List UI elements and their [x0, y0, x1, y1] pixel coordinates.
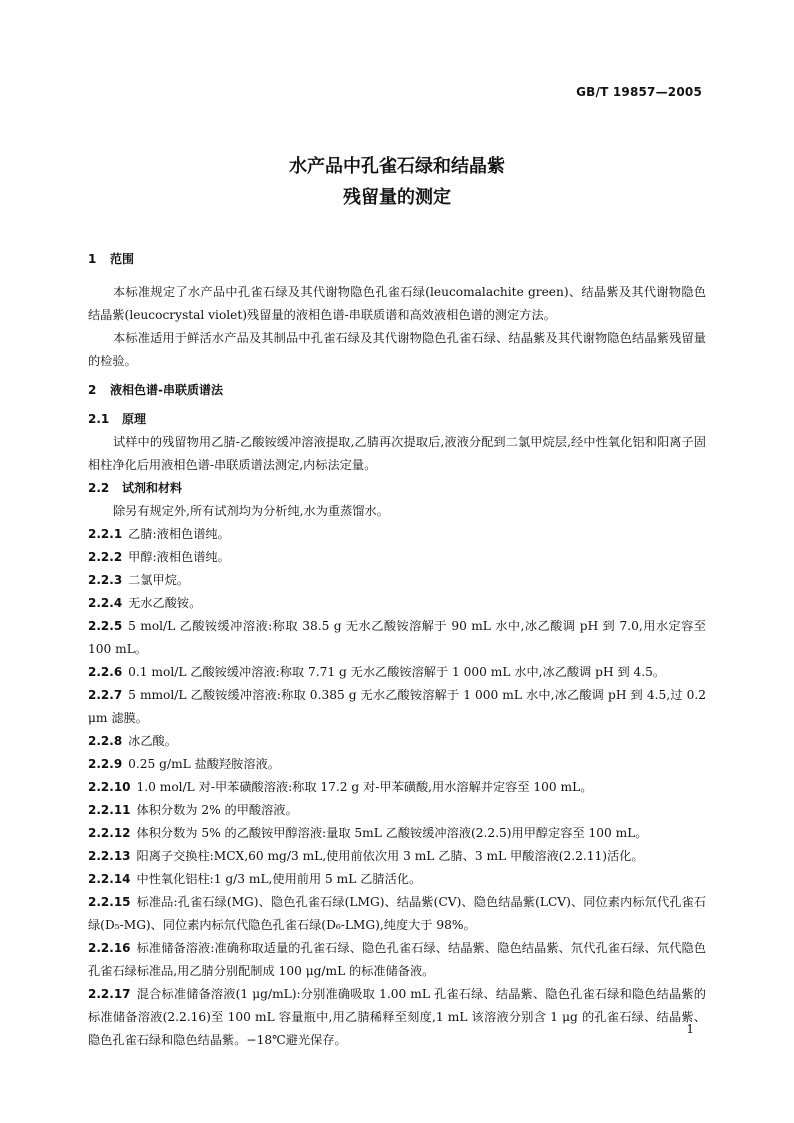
section-2-1-heading — [88, 408, 706, 431]
item-text: 5 mmol/L 乙酸铵缓冲溶液:称取 0.385 g 无水乙酸铵溶解于 1 000 mL 水中,冰乙酸调 pH 到 4.5,过 0.2 μm 滤膜。 — [88, 688, 706, 725]
section-2-heading — [88, 379, 706, 402]
standard-code: GB/T 19857—2005 — [576, 85, 702, 99]
section-title: 范围 — [110, 252, 135, 266]
reagent-item — [88, 569, 706, 592]
section-number: 2.1 — [88, 412, 110, 426]
section-title: 原理 — [122, 412, 147, 426]
item-text: 5 mol/L 乙酸铵缓冲溶液:称取 38.5 g 无水乙酸铵溶解于 90 mL 水中,冰乙酸调 pH 到 7.0,用水定容至 100 mL。 — [88, 619, 706, 656]
document-body — [88, 248, 706, 1052]
reagent-item — [88, 546, 706, 569]
item-text: 无水乙酸铵。 — [128, 596, 202, 610]
scope-paragraph-2: 本标准适用于鲜活水产品及其制品中孔雀石绿及其代谢物隐色孔雀石绿、结晶紫及其代谢物隐色结晶紫残留量的检验。 — [88, 331, 706, 368]
reagent-item — [88, 684, 706, 730]
item-number: 2.2.17 — [88, 987, 131, 1001]
reagent-item — [88, 937, 706, 983]
item-number: 2.2.12 — [88, 826, 131, 840]
item-number: 2.2.8 — [88, 734, 123, 748]
section-number: 2.2 — [88, 481, 110, 495]
item-number: 2.2.2 — [88, 550, 123, 564]
item-text: 冰乙酸。 — [128, 734, 177, 748]
reagent-item — [88, 523, 706, 546]
reagents-intro-paragraph: 除另有规定外,所有试剂均为分析纯,水为重蒸馏水。 — [113, 504, 389, 518]
item-number: 2.2.1 — [88, 527, 123, 541]
item-text: 标准品:孔雀石绿(MG)、隐色孔雀石绿(LMG)、结晶紫(CV)、隐色结晶紫(LCV)、同位素内标氘代孔雀石绿(D₅-MG)、同位素内标氘代隐色孔雀石绿(D₆-LMG),纯度大于 98%。 — [88, 895, 706, 932]
item-number: 2.2.16 — [88, 941, 131, 955]
item-text: 0.25 g/mL 盐酸羟胺溶液。 — [128, 757, 280, 771]
item-text: 乙腈:液相色谱纯。 — [128, 527, 230, 541]
reagent-item — [88, 592, 706, 615]
reagent-item — [88, 753, 706, 776]
reagent-item — [88, 822, 706, 845]
scope-paragraph-1: 本标准规定了水产品中孔雀石绿及其代谢物隐色孔雀石绿(leucomalachite green)、结晶紫及其代谢物隐色结晶紫(leucocrystal violet)残留量的液相色谱-串联质谱和高效液相色谱的测定方法。 — [88, 285, 706, 322]
section-number: 2 — [88, 383, 97, 397]
item-text: 中性氧化铝柱:1 g/3 mL,使用前用 5 mL 乙腈活化。 — [136, 872, 422, 886]
reagent-item — [88, 983, 706, 1052]
item-number: 2.2.14 — [88, 872, 131, 886]
item-text: 体积分数为 5% 的乙酸铵甲醇溶液:量取 5mL 乙酸铵缓冲溶液(2.2.5)用甲醇定容至 100 mL。 — [136, 826, 648, 840]
item-number: 2.2.4 — [88, 596, 123, 610]
item-number: 2.2.15 — [88, 895, 131, 909]
item-text: 体积分数为 2% 的甲酸溶液。 — [136, 803, 298, 817]
section-2-2-heading — [88, 477, 706, 500]
reagent-item — [88, 845, 706, 868]
item-text: 混合标准储备溶液(1 μg/mL):分别准确吸取 1.00 mL 孔雀石绿、结晶紫、隐色孔雀石绿和隐色结晶紫的标准储备溶液(2.2.16)至 100 mL 容量瓶中,用乙腈稀释至刻度,1 mL 该溶液分别含 1 μg 的孔雀石绿、结晶紫、隐色孔雀石绿和隐色结晶紫。−18℃避光保存。 — [88, 987, 706, 1047]
reagent-item — [88, 730, 706, 753]
item-text: 甲醇:液相色谱纯。 — [128, 550, 230, 564]
item-text: 标准储备溶液:准确称取适量的孔雀石绿、隐色孔雀石绿、结晶紫、隐色结晶紫、氘代孔雀石绿、氘代隐色孔雀石绿标准品,用乙腈分别配制成 100 μg/mL 的标准储备液。 — [88, 941, 706, 978]
item-text: 阳离子交换柱:MCX,60 mg/3 mL,使用前依次用 3 mL 乙腈、3 mL 甲酸溶液(2.2.11)活化。 — [136, 849, 644, 863]
section-title: 液相色谱-串联质谱法 — [110, 383, 223, 397]
item-number: 2.2.10 — [88, 780, 131, 794]
item-text: 二氯甲烷。 — [128, 573, 190, 587]
item-number: 2.2.5 — [88, 619, 123, 633]
item-text: 1.0 mol/L 对-甲苯磺酸溶液:称取 17.2 g 对-甲苯磺酸,用水溶解并定容至 100 mL。 — [136, 780, 593, 794]
page-number: 1 — [686, 1022, 694, 1036]
item-number: 2.2.6 — [88, 665, 123, 679]
document-title-line-2: 残留量的测定 — [343, 187, 451, 208]
item-number: 2.2.3 — [88, 573, 123, 587]
item-number: 2.2.9 — [88, 757, 123, 771]
document-title-line-1: 水产品中孔雀石绿和结晶紫 — [289, 156, 505, 177]
section-title: 试剂和材料 — [122, 481, 183, 495]
item-text: 0.1 mol/L 乙酸铵缓冲溶液:称取 7.71 g 无水乙酸铵溶解于 1 000 mL 水中,冰乙酸调 pH 到 4.5。 — [128, 665, 666, 679]
reagent-item — [88, 868, 706, 891]
reagent-item — [88, 661, 706, 684]
reagent-item — [88, 615, 706, 661]
principle-paragraph: 试样中的残留物用乙腈-乙酸铵缓冲溶液提取,乙腈再次提取后,液液分配到二氯甲烷层,经中性氧化铝和阳离子固相柱净化后用液相色谱-串联质谱法测定,内标法定量。 — [88, 435, 706, 472]
reagent-item — [88, 891, 706, 937]
section-number: 1 — [88, 252, 97, 266]
item-number: 2.2.13 — [88, 849, 131, 863]
reagent-item — [88, 799, 706, 822]
reagent-item — [88, 776, 706, 799]
item-number: 2.2.11 — [88, 803, 131, 817]
section-1-heading — [88, 248, 706, 271]
item-number: 2.2.7 — [88, 688, 123, 702]
